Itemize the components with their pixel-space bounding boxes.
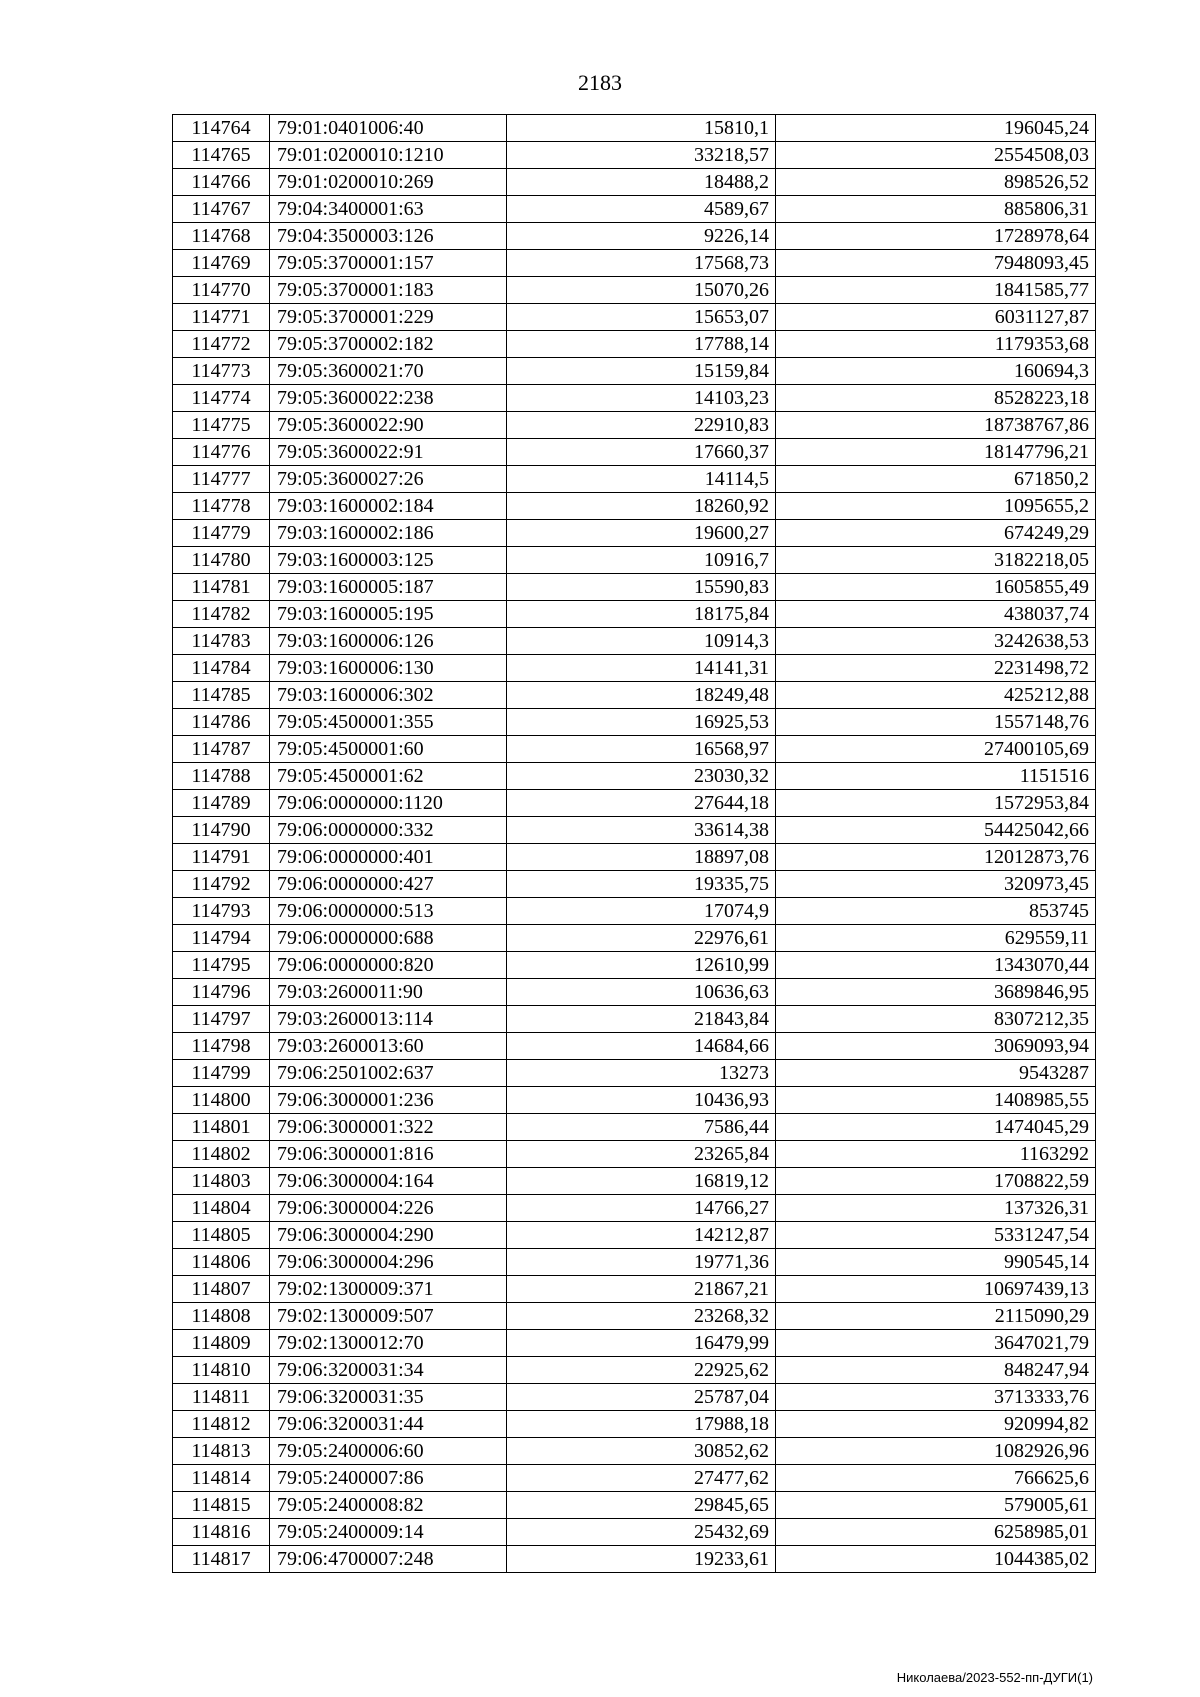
area-cell: 23265,84 (507, 1141, 776, 1168)
row-number-cell: 114794 (173, 925, 270, 952)
row-number-cell: 114816 (173, 1519, 270, 1546)
area-cell: 18488,2 (507, 169, 776, 196)
cadastral-value-cell: 9543287 (776, 1060, 1096, 1087)
row-number-cell: 114806 (173, 1249, 270, 1276)
table-row (173, 763, 1096, 790)
area-cell: 15810,1 (507, 115, 776, 142)
table-row (173, 1168, 1096, 1195)
area-cell: 16819,12 (507, 1168, 776, 1195)
row-number-cell: 114781 (173, 574, 270, 601)
table-row (173, 493, 1096, 520)
table-row (173, 790, 1096, 817)
table-row (173, 115, 1096, 142)
cadastral-number-cell: 79:06:3000001:816 (270, 1141, 507, 1168)
area-cell: 22910,83 (507, 412, 776, 439)
row-number-cell: 114799 (173, 1060, 270, 1087)
row-number-cell: 114777 (173, 466, 270, 493)
cadastral-value-cell: 27400105,69 (776, 736, 1096, 763)
table-row (173, 1357, 1096, 1384)
cadastral-number-cell: 79:04:3400001:63 (270, 196, 507, 223)
cadastral-number-cell: 79:06:2501002:637 (270, 1060, 507, 1087)
cadastral-number-cell: 79:06:3200031:44 (270, 1411, 507, 1438)
table-row (173, 817, 1096, 844)
cadastral-value-cell: 1605855,49 (776, 574, 1096, 601)
cadastral-number-cell: 79:02:1300009:371 (270, 1276, 507, 1303)
table-row (173, 1519, 1096, 1546)
table-row (173, 196, 1096, 223)
area-cell: 16568,97 (507, 736, 776, 763)
table-row (173, 1330, 1096, 1357)
table-row (173, 439, 1096, 466)
table-row (173, 385, 1096, 412)
cadastral-value-cell: 3689846,95 (776, 979, 1096, 1006)
cadastral-value-cell: 425212,88 (776, 682, 1096, 709)
cadastral-number-cell: 79:05:3600022:238 (270, 385, 507, 412)
cadastral-value-cell: 12012873,76 (776, 844, 1096, 871)
cadastral-value-cell: 10697439,13 (776, 1276, 1096, 1303)
cadastral-number-cell: 79:05:4500001:62 (270, 763, 507, 790)
table-body (173, 115, 1096, 1573)
area-cell: 17788,14 (507, 331, 776, 358)
cadastral-number-cell: 79:06:0000000:332 (270, 817, 507, 844)
cadastral-number-cell: 79:06:0000000:688 (270, 925, 507, 952)
area-cell: 14766,27 (507, 1195, 776, 1222)
row-number-cell: 114805 (173, 1222, 270, 1249)
row-number-cell: 114791 (173, 844, 270, 871)
cadastral-number-cell: 79:02:1300012:70 (270, 1330, 507, 1357)
cadastral-value-cell: 1557148,76 (776, 709, 1096, 736)
row-number-cell: 114809 (173, 1330, 270, 1357)
cadastral-value-cell: 1708822,59 (776, 1168, 1096, 1195)
row-number-cell: 114814 (173, 1465, 270, 1492)
row-number-cell: 114784 (173, 655, 270, 682)
area-cell: 25432,69 (507, 1519, 776, 1546)
row-number-cell: 114811 (173, 1384, 270, 1411)
cadastral-value-cell: 3242638,53 (776, 628, 1096, 655)
area-cell: 12610,99 (507, 952, 776, 979)
area-cell: 25787,04 (507, 1384, 776, 1411)
cadastral-number-cell: 79:05:3700001:157 (270, 250, 507, 277)
table-row (173, 574, 1096, 601)
cadastral-value-cell: 137326,31 (776, 1195, 1096, 1222)
cadastral-number-cell: 79:06:3000004:226 (270, 1195, 507, 1222)
cadastral-value-cell: 1044385,02 (776, 1546, 1096, 1573)
area-cell: 15159,84 (507, 358, 776, 385)
table-row (173, 952, 1096, 979)
table-row (173, 1195, 1096, 1222)
cadastral-number-cell: 79:03:1600006:126 (270, 628, 507, 655)
row-number-cell: 114783 (173, 628, 270, 655)
page-number: 2183 (578, 70, 622, 95)
cadastral-number-cell: 79:03:2600011:90 (270, 979, 507, 1006)
row-number-cell: 114797 (173, 1006, 270, 1033)
cadastral-value-cell: 6258985,01 (776, 1519, 1096, 1546)
table-row (173, 1114, 1096, 1141)
table-row (173, 520, 1096, 547)
cadastral-number-cell: 79:03:1600002:186 (270, 520, 507, 547)
table-row (173, 1411, 1096, 1438)
cadastral-value-cell: 629559,11 (776, 925, 1096, 952)
row-number-cell: 114802 (173, 1141, 270, 1168)
cadastral-value-cell: 1572953,84 (776, 790, 1096, 817)
area-cell: 10914,3 (507, 628, 776, 655)
cadastral-value-cell: 54425042,66 (776, 817, 1096, 844)
area-cell: 27644,18 (507, 790, 776, 817)
cadastral-value-cell: 1179353,68 (776, 331, 1096, 358)
cadastral-number-cell: 79:06:3000004:290 (270, 1222, 507, 1249)
cadastral-number-cell: 79:06:0000000:513 (270, 898, 507, 925)
table-row (173, 1546, 1096, 1573)
cadastral-value-cell: 18147796,21 (776, 439, 1096, 466)
area-cell: 33218,57 (507, 142, 776, 169)
cadastral-number-cell: 79:03:1600006:130 (270, 655, 507, 682)
area-cell: 9226,14 (507, 223, 776, 250)
cadastral-value-cell: 898526,52 (776, 169, 1096, 196)
area-cell: 13273 (507, 1060, 776, 1087)
table-row (173, 1249, 1096, 1276)
row-number-cell: 114817 (173, 1546, 270, 1573)
row-number-cell: 114767 (173, 196, 270, 223)
row-number-cell: 114807 (173, 1276, 270, 1303)
cadastral-value-cell: 1163292 (776, 1141, 1096, 1168)
cadastral-number-cell: 79:01:0200010:1210 (270, 142, 507, 169)
area-cell: 18897,08 (507, 844, 776, 871)
row-number-cell: 114815 (173, 1492, 270, 1519)
row-number-cell: 114769 (173, 250, 270, 277)
area-cell: 14103,23 (507, 385, 776, 412)
cadastral-value-cell: 674249,29 (776, 520, 1096, 547)
table-row (173, 601, 1096, 628)
cadastral-number-cell: 79:05:3600022:90 (270, 412, 507, 439)
table-row (173, 358, 1096, 385)
cadastral-value-cell: 1095655,2 (776, 493, 1096, 520)
cadastral-value-cell: 3713333,76 (776, 1384, 1096, 1411)
row-number-cell: 114796 (173, 979, 270, 1006)
table-row (173, 1033, 1096, 1060)
cadastral-value-cell: 1082926,96 (776, 1438, 1096, 1465)
table-row (173, 1006, 1096, 1033)
row-number-cell: 114787 (173, 736, 270, 763)
area-cell: 15590,83 (507, 574, 776, 601)
cadastral-value-cell: 8528223,18 (776, 385, 1096, 412)
table-row (173, 277, 1096, 304)
table-row (173, 169, 1096, 196)
area-cell: 15070,26 (507, 277, 776, 304)
cadastral-value-cell: 1343070,44 (776, 952, 1096, 979)
cadastral-number-cell: 79:02:1300009:507 (270, 1303, 507, 1330)
row-number-cell: 114804 (173, 1195, 270, 1222)
table-row (173, 898, 1096, 925)
cadastral-number-cell: 79:06:0000000:401 (270, 844, 507, 871)
cadastral-number-cell: 79:03:1600005:187 (270, 574, 507, 601)
area-cell: 7586,44 (507, 1114, 776, 1141)
cadastral-number-cell: 79:05:3700001:229 (270, 304, 507, 331)
area-cell: 22976,61 (507, 925, 776, 952)
cadastral-number-cell: 79:05:3700002:182 (270, 331, 507, 358)
row-number-cell: 114770 (173, 277, 270, 304)
cadastral-value-cell: 2554508,03 (776, 142, 1096, 169)
row-number-cell: 114764 (173, 115, 270, 142)
cadastral-value-cell: 3182218,05 (776, 547, 1096, 574)
area-cell: 19335,75 (507, 871, 776, 898)
cadastral-value-cell: 3069093,94 (776, 1033, 1096, 1060)
area-cell: 23030,32 (507, 763, 776, 790)
table-row (173, 1060, 1096, 1087)
cadastral-value-cell: 579005,61 (776, 1492, 1096, 1519)
cadastral-number-cell: 79:06:0000000:820 (270, 952, 507, 979)
cadastral-value-cell: 160694,3 (776, 358, 1096, 385)
table-row (173, 142, 1096, 169)
cadastral-value-cell: 1151516 (776, 763, 1096, 790)
cadastral-value-cell: 18738767,86 (776, 412, 1096, 439)
table-row (173, 412, 1096, 439)
area-cell: 14212,87 (507, 1222, 776, 1249)
area-cell: 14114,5 (507, 466, 776, 493)
cadastral-number-cell: 79:06:3200031:34 (270, 1357, 507, 1384)
cadastral-value-cell: 990545,14 (776, 1249, 1096, 1276)
table-row (173, 1438, 1096, 1465)
table-row (173, 682, 1096, 709)
row-number-cell: 114803 (173, 1168, 270, 1195)
area-cell: 21867,21 (507, 1276, 776, 1303)
table-row (173, 979, 1096, 1006)
area-cell: 27477,62 (507, 1465, 776, 1492)
cadastral-number-cell: 79:01:0401006:40 (270, 115, 507, 142)
cadastral-value-cell: 196045,24 (776, 115, 1096, 142)
cadastral-number-cell: 79:05:2400006:60 (270, 1438, 507, 1465)
row-number-cell: 114793 (173, 898, 270, 925)
area-cell: 23268,32 (507, 1303, 776, 1330)
cadastral-number-cell: 79:06:3000004:296 (270, 1249, 507, 1276)
area-cell: 16479,99 (507, 1330, 776, 1357)
cadastral-number-cell: 79:05:2400008:82 (270, 1492, 507, 1519)
row-number-cell: 114782 (173, 601, 270, 628)
table-row (173, 331, 1096, 358)
row-number-cell: 114772 (173, 331, 270, 358)
table-row (173, 466, 1096, 493)
area-cell: 17568,73 (507, 250, 776, 277)
row-number-cell: 114795 (173, 952, 270, 979)
row-number-cell: 114800 (173, 1087, 270, 1114)
area-cell: 4589,67 (507, 196, 776, 223)
table-row (173, 1087, 1096, 1114)
table-row (173, 223, 1096, 250)
table-row (173, 250, 1096, 277)
cadastral-number-cell: 79:06:3000004:164 (270, 1168, 507, 1195)
table-row (173, 1465, 1096, 1492)
table-row (173, 871, 1096, 898)
cadastral-number-cell: 79:05:3600022:91 (270, 439, 507, 466)
cadastral-value-cell: 766625,6 (776, 1465, 1096, 1492)
area-cell: 15653,07 (507, 304, 776, 331)
cadastral-value-cell: 3647021,79 (776, 1330, 1096, 1357)
area-cell: 10436,93 (507, 1087, 776, 1114)
cadastral-value-cell: 438037,74 (776, 601, 1096, 628)
row-number-cell: 114810 (173, 1357, 270, 1384)
row-number-cell: 114813 (173, 1438, 270, 1465)
cadastral-number-cell: 79:05:4500001:60 (270, 736, 507, 763)
area-cell: 21843,84 (507, 1006, 776, 1033)
row-number-cell: 114768 (173, 223, 270, 250)
table-row (173, 709, 1096, 736)
table-row (173, 736, 1096, 763)
row-number-cell: 114775 (173, 412, 270, 439)
table-row (173, 1141, 1096, 1168)
cadastral-value-cell: 320973,45 (776, 871, 1096, 898)
cadastral-number-cell: 79:03:1600006:302 (270, 682, 507, 709)
area-cell: 29845,65 (507, 1492, 776, 1519)
row-number-cell: 114780 (173, 547, 270, 574)
cadastral-value-cell: 853745 (776, 898, 1096, 925)
table-row (173, 1384, 1096, 1411)
cadastral-number-cell: 79:05:2400009:14 (270, 1519, 507, 1546)
cadastral-value-cell: 1408985,55 (776, 1087, 1096, 1114)
cadastral-number-cell: 79:05:3600027:26 (270, 466, 507, 493)
row-number-cell: 114788 (173, 763, 270, 790)
cadastral-number-cell: 79:05:4500001:355 (270, 709, 507, 736)
row-number-cell: 114778 (173, 493, 270, 520)
table-row (173, 925, 1096, 952)
row-number-cell: 114776 (173, 439, 270, 466)
area-cell: 18175,84 (507, 601, 776, 628)
area-cell: 17074,9 (507, 898, 776, 925)
table-row (173, 304, 1096, 331)
cadastral-number-cell: 79:06:3200031:35 (270, 1384, 507, 1411)
area-cell: 17988,18 (507, 1411, 776, 1438)
area-cell: 10636,63 (507, 979, 776, 1006)
row-number-cell: 114765 (173, 142, 270, 169)
row-number-cell: 114779 (173, 520, 270, 547)
cadastral-number-cell: 79:06:3000001:322 (270, 1114, 507, 1141)
cadastral-number-cell: 79:05:3600021:70 (270, 358, 507, 385)
row-number-cell: 114773 (173, 358, 270, 385)
cadastral-number-cell: 79:03:1600003:125 (270, 547, 507, 574)
table-row (173, 1222, 1096, 1249)
row-number-cell: 114766 (173, 169, 270, 196)
table-row (173, 844, 1096, 871)
area-cell: 30852,62 (507, 1438, 776, 1465)
cadastral-number-cell: 79:06:0000000:1120 (270, 790, 507, 817)
cadastral-number-cell: 79:06:0000000:427 (270, 871, 507, 898)
cadastral-number-cell: 79:05:2400007:86 (270, 1465, 507, 1492)
area-cell: 22925,62 (507, 1357, 776, 1384)
cadastral-value-cell: 8307212,35 (776, 1006, 1096, 1033)
area-cell: 33614,38 (507, 817, 776, 844)
cadastral-value-cell: 5331247,54 (776, 1222, 1096, 1249)
row-number-cell: 114786 (173, 709, 270, 736)
cadastral-value-cell: 1841585,77 (776, 277, 1096, 304)
cadastral-number-cell: 79:04:3500003:126 (270, 223, 507, 250)
row-number-cell: 114808 (173, 1303, 270, 1330)
area-cell: 14141,31 (507, 655, 776, 682)
table-row (173, 655, 1096, 682)
cadastral-number-cell: 79:03:2600013:60 (270, 1033, 507, 1060)
cadastral-value-cell: 920994,82 (776, 1411, 1096, 1438)
area-cell: 18249,48 (507, 682, 776, 709)
row-number-cell: 114789 (173, 790, 270, 817)
row-number-cell: 114798 (173, 1033, 270, 1060)
row-number-cell: 114801 (173, 1114, 270, 1141)
cadastral-value-cell: 2231498,72 (776, 655, 1096, 682)
cadastral-value-cell: 1728978,64 (776, 223, 1096, 250)
cadastral-number-cell: 79:01:0200010:269 (270, 169, 507, 196)
area-cell: 14684,66 (507, 1033, 776, 1060)
row-number-cell: 114812 (173, 1411, 270, 1438)
cadastral-value-cell: 6031127,87 (776, 304, 1096, 331)
document-reference-footer: Николаева/2023-552-пп-ДУГИ(1) (896, 1670, 1093, 1685)
area-cell: 17660,37 (507, 439, 776, 466)
cadastral-value-table (172, 114, 1096, 1573)
cadastral-value-cell: 885806,31 (776, 196, 1096, 223)
cadastral-number-cell: 79:06:3000001:236 (270, 1087, 507, 1114)
table-row (173, 547, 1096, 574)
area-cell: 10916,7 (507, 547, 776, 574)
cadastral-value-cell: 2115090,29 (776, 1303, 1096, 1330)
row-number-cell: 114785 (173, 682, 270, 709)
cadastral-value-cell: 848247,94 (776, 1357, 1096, 1384)
table-row (173, 1492, 1096, 1519)
cadastral-number-cell: 79:03:1600005:195 (270, 601, 507, 628)
area-cell: 19233,61 (507, 1546, 776, 1573)
area-cell: 19771,36 (507, 1249, 776, 1276)
table-row (173, 1303, 1096, 1330)
cadastral-number-cell: 79:05:3700001:183 (270, 277, 507, 304)
area-cell: 19600,27 (507, 520, 776, 547)
row-number-cell: 114771 (173, 304, 270, 331)
cadastral-number-cell: 79:03:1600002:184 (270, 493, 507, 520)
area-cell: 16925,53 (507, 709, 776, 736)
row-number-cell: 114774 (173, 385, 270, 412)
table-row (173, 1276, 1096, 1303)
cadastral-value-cell: 1474045,29 (776, 1114, 1096, 1141)
cadastral-value-cell: 671850,2 (776, 466, 1096, 493)
row-number-cell: 114792 (173, 871, 270, 898)
cadastral-number-cell: 79:03:2600013:114 (270, 1006, 507, 1033)
cadastral-number-cell: 79:06:4700007:248 (270, 1546, 507, 1573)
area-cell: 18260,92 (507, 493, 776, 520)
cadastral-value-cell: 7948093,45 (776, 250, 1096, 277)
row-number-cell: 114790 (173, 817, 270, 844)
table-row (173, 628, 1096, 655)
